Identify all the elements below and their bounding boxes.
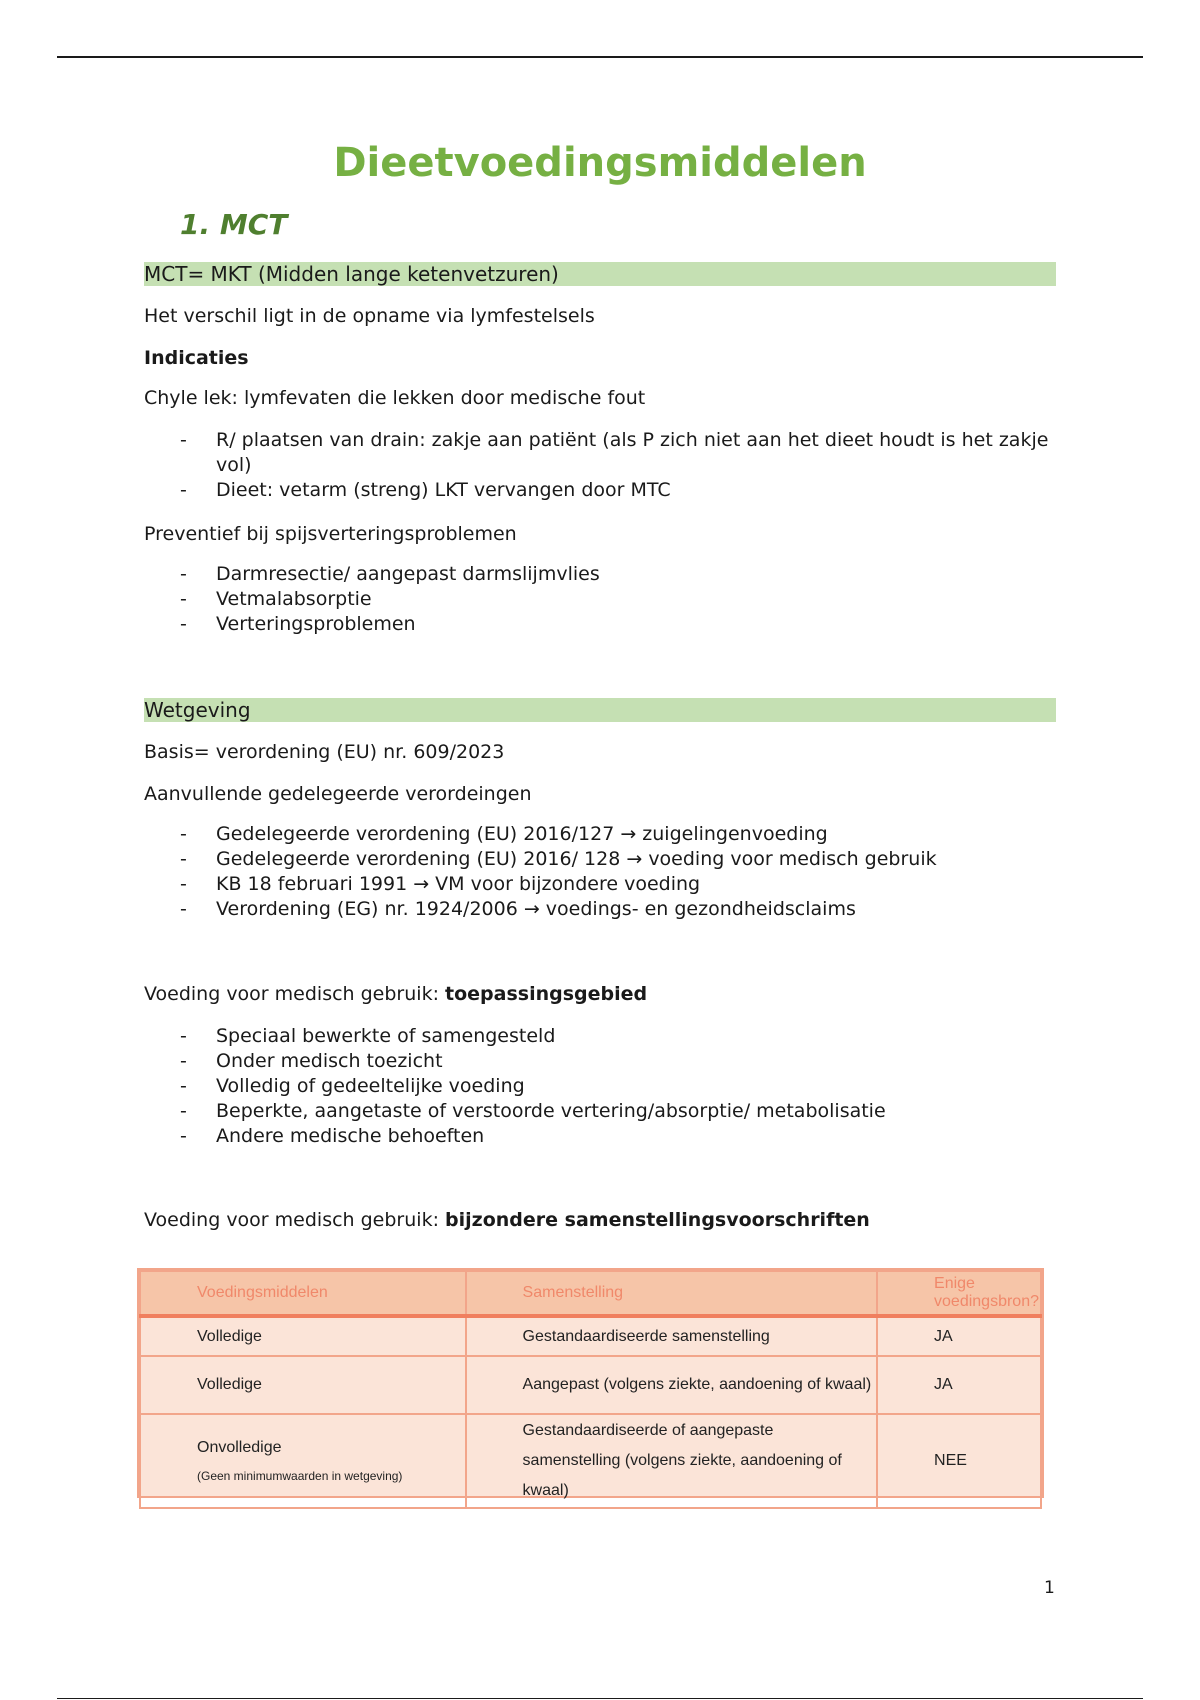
table-header-cell: Samenstelling (466, 1271, 877, 1316)
list-item: - Andere medische behoeften (180, 1125, 485, 1147)
table-header-cell: Voedingsmiddelen (140, 1271, 466, 1316)
preventive-list (0, 562, 1200, 637)
list-item: - Beperkte, aangetaste of verstoorde vertering/absorptie/ metabolisatie (180, 1100, 886, 1122)
table-header-row (140, 1271, 1041, 1316)
scope-bold: toepassingsgebied (445, 983, 648, 1005)
extra-heading: Aanvullende gedelegeerde verordeingen (144, 783, 532, 805)
table-row (140, 1356, 1041, 1414)
table-header-cell: Enige voedingsbron? (877, 1271, 1041, 1316)
list-item: - Verteringsproblemen (180, 613, 416, 635)
list-item: - KB 18 februari 1991 → VM voor bijzondere voeding (180, 873, 701, 895)
wetgeving-band-heading: Wetgeving (144, 698, 1056, 722)
list-item: - Gedelegeerde verordening (EU) 2016/ 128 → voeding voor medisch gebruik (180, 848, 937, 870)
section-heading: 1. MCT (180, 208, 288, 241)
header-rule (57, 56, 1143, 58)
chyle-text: Chyle lek: lymfevaten die lekken door medische fout (144, 387, 646, 409)
list-item: - Verordening (EG) nr. 1924/2006 → voedings- en gezondheidsclaims (180, 898, 856, 920)
regulations-list (0, 822, 1200, 922)
scope-list (0, 1024, 1200, 1149)
mct-intro: Het verschil ligt in de opname via lymfestelsels (144, 305, 595, 327)
table-cell (140, 1414, 466, 1508)
table-cell: JA (877, 1356, 1041, 1414)
row-label: Onvolledige (197, 1439, 282, 1456)
scope-prefix: Voeding voor medisch gebruik: (144, 983, 446, 1005)
list-item: - Gedelegeerde verordening (EU) 2016/127 → zuigelingenvoeding (180, 823, 828, 845)
table-row (140, 1316, 1041, 1356)
table-cell: Aangepast (volgens ziekte, aandoening of kwaal) (466, 1356, 877, 1414)
list-item: - Volledig of gedeeltelijke voeding (180, 1075, 525, 1097)
rules-line (144, 1208, 870, 1232)
chyle-list (0, 428, 1200, 503)
scope-line (144, 982, 647, 1006)
document-title: Dieetvoedingsmiddelen (333, 140, 867, 186)
table-cell: Volledige (140, 1356, 466, 1414)
table-cell: NEE (877, 1414, 1041, 1508)
preventive-text: Preventief bij spijsverteringsproblemen (144, 523, 517, 545)
list-item: - Darmresectie/ aangepast darmslijmvlies (180, 563, 600, 585)
list-item: - Speciaal bewerkte of samengesteld (180, 1025, 556, 1047)
table-cell: Volledige (140, 1316, 466, 1356)
footer-rule (57, 1698, 1143, 1699)
table-row (140, 1414, 1041, 1508)
table-cell: JA (877, 1316, 1041, 1356)
indications-heading: Indicaties (144, 347, 249, 369)
page-number: 1 (1044, 1578, 1055, 1598)
list-item: - Onder medisch toezicht (180, 1050, 443, 1072)
basis-text: Basis= verordening (EU) nr. 609/2023 (144, 741, 505, 763)
list-item: - R/ plaatsen van drain: zakje aan patiënt (als P zich niet aan het dieet houdt is het zakje vol) (180, 429, 1049, 476)
list-item: - Dieet: vetarm (streng) LKT vervangen door MTC (180, 479, 671, 501)
mct-band-heading: MCT= MKT (Midden lange ketenvetzuren) (144, 262, 1056, 286)
list-item: - Vetmalabsorptie (180, 588, 372, 610)
rules-prefix: Voeding voor medisch gebruik: (144, 1209, 446, 1231)
row-note: (Geen minimumwaarden in wetgeving) (197, 1469, 403, 1483)
table-cell: Gestandaardiseerde samenstelling (466, 1316, 877, 1356)
table-cell: Gestandaardiseerde of aangepaste samenstelling (volgens ziekte, aandoening of kwaal) (466, 1414, 877, 1508)
composition-table (137, 1268, 1044, 1498)
rules-bold: bijzondere samenstellingsvoorschriften (445, 1209, 870, 1231)
